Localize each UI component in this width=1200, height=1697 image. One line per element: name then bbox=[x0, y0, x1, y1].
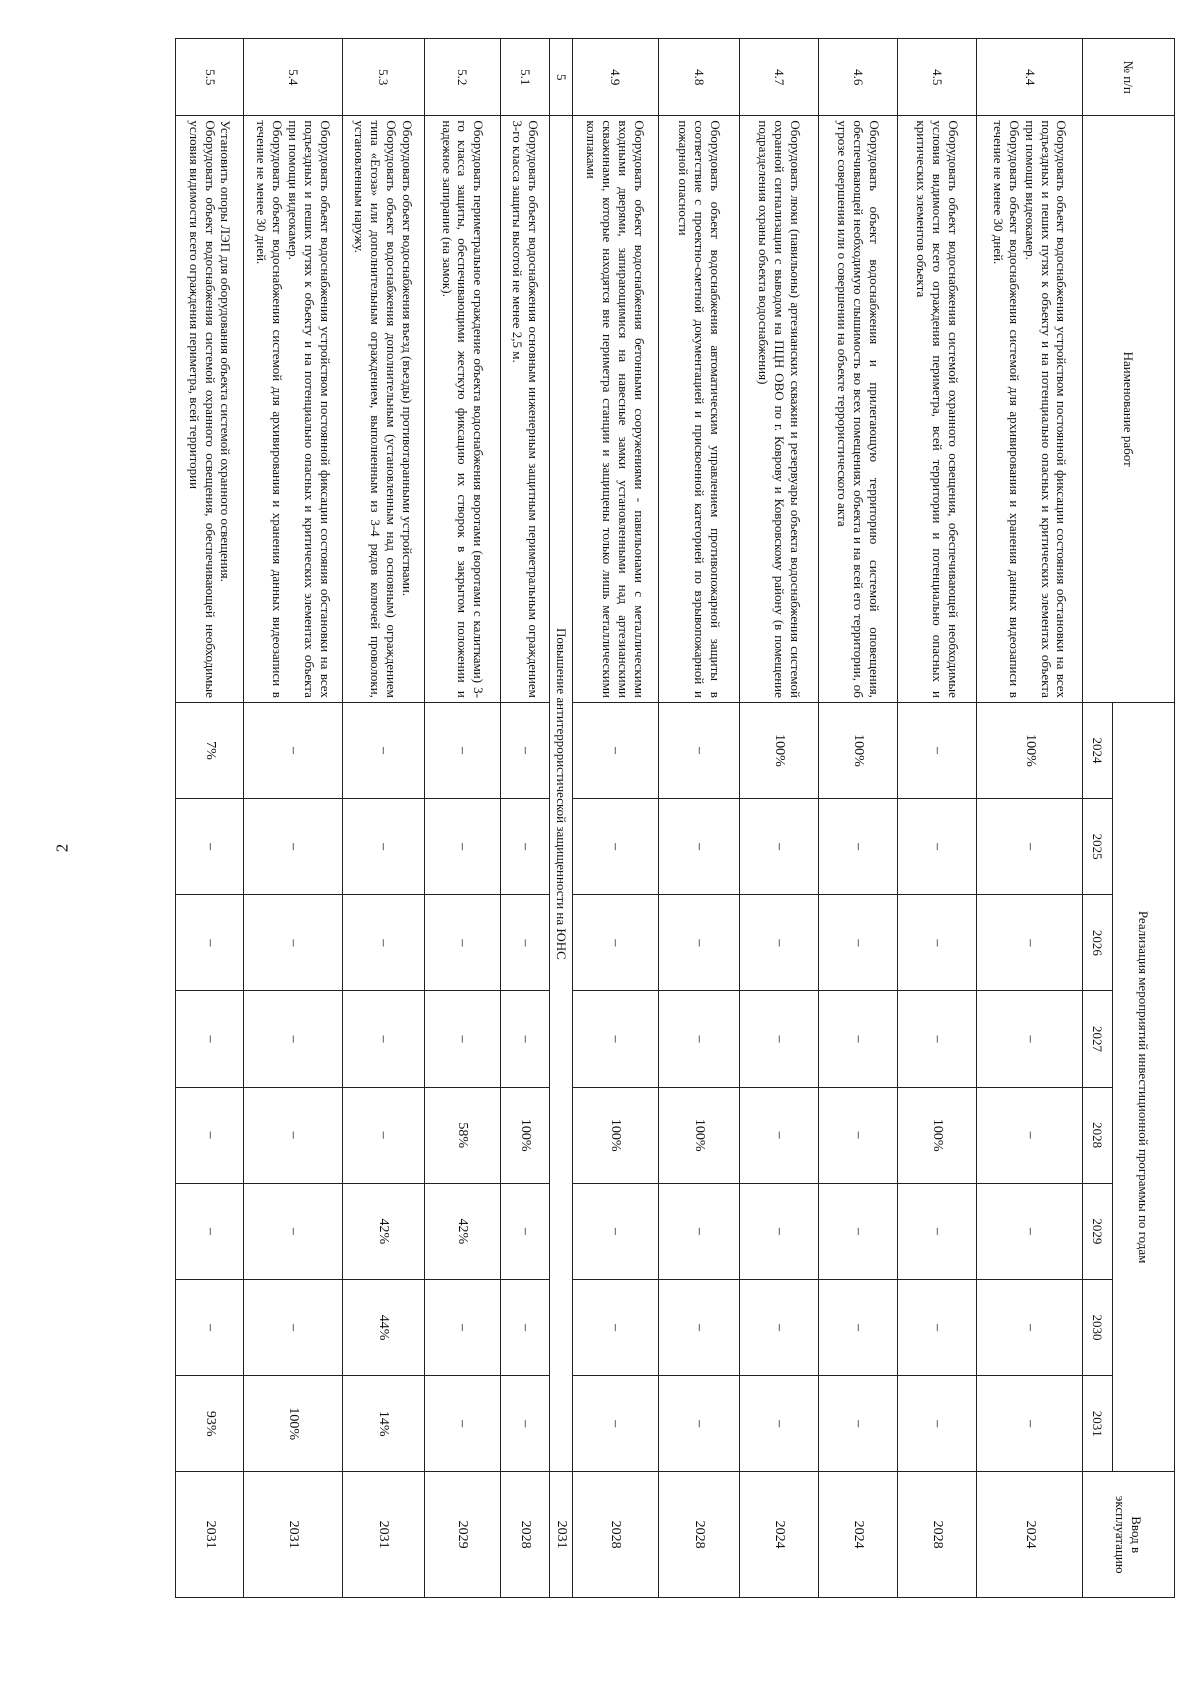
commissioning-year: 2031 bbox=[176, 1472, 244, 1598]
row-number: 4.9 bbox=[572, 39, 658, 116]
works-table bbox=[175, 38, 1175, 1598]
header-year: 2027 bbox=[1083, 991, 1113, 1087]
page-number: 2 bbox=[52, 843, 72, 853]
year-value: – bbox=[343, 799, 424, 895]
year-value: – bbox=[244, 1087, 343, 1183]
year-value: 42% bbox=[343, 1183, 424, 1279]
year-value: 100% bbox=[898, 1087, 977, 1183]
year-value: – bbox=[898, 1376, 977, 1472]
year-value: – bbox=[740, 991, 819, 1087]
year-value: 100% bbox=[572, 1087, 658, 1183]
commissioning-year: 2028 bbox=[898, 1472, 977, 1598]
year-value: – bbox=[501, 1279, 549, 1375]
year-value: – bbox=[424, 799, 501, 895]
year-value: 44% bbox=[343, 1279, 424, 1375]
year-value: – bbox=[898, 991, 977, 1087]
year-value: – bbox=[424, 991, 501, 1087]
year-value: – bbox=[244, 1279, 343, 1375]
year-value: – bbox=[244, 991, 343, 1087]
work-text: Оборудовать объект водоснабжения системой охранного освещения, обеспечивающей необходимые условия видимости всего ограждения периметра, всей территории bbox=[186, 120, 218, 698]
year-value: – bbox=[740, 799, 819, 895]
work-text: Оборудовать объект водоснабжения устройством постоянной фиксации состояния обстановки на всех подъездных и пеших путях к объекту и на потенциально опасных и критических элементах объекта при помощи видеокамер. bbox=[286, 120, 333, 698]
year-value: – bbox=[977, 1279, 1083, 1375]
year-value: – bbox=[819, 1376, 898, 1472]
header-year: 2031 bbox=[1083, 1376, 1113, 1472]
year-value: – bbox=[343, 895, 424, 991]
year-value: 14% bbox=[343, 1376, 424, 1472]
investment-program-sheet bbox=[175, 38, 1175, 1598]
year-value: – bbox=[244, 1183, 343, 1279]
year-value: – bbox=[740, 1376, 819, 1472]
year-value: – bbox=[572, 1183, 658, 1279]
header-commissioning: Ввод в эксплуатацию bbox=[1083, 1472, 1175, 1598]
year-value: – bbox=[244, 799, 343, 895]
table-row bbox=[819, 39, 898, 1598]
year-value: – bbox=[658, 1183, 739, 1279]
year-value: – bbox=[740, 1183, 819, 1279]
year-value: 100% bbox=[977, 702, 1083, 798]
year-value: – bbox=[572, 1376, 658, 1472]
header-year: 2026 bbox=[1083, 895, 1113, 991]
year-value: – bbox=[740, 895, 819, 991]
row-number: 5.3 bbox=[343, 39, 424, 116]
commissioning-year: 2031 bbox=[244, 1472, 343, 1598]
work-description bbox=[658, 116, 739, 703]
year-value: – bbox=[572, 1279, 658, 1375]
row-number: 5.5 bbox=[176, 39, 244, 116]
row-number: 4.4 bbox=[977, 39, 1083, 116]
year-value: – bbox=[244, 895, 343, 991]
header-year: 2024 bbox=[1083, 702, 1113, 798]
header-year: 2030 bbox=[1083, 1279, 1113, 1375]
work-description bbox=[977, 116, 1083, 703]
year-value: – bbox=[819, 1087, 898, 1183]
year-value: – bbox=[176, 1087, 244, 1183]
year-value: – bbox=[424, 895, 501, 991]
work-text: Оборудовать объект водоснабжения автоматическим управлением противопожарной защиты в соответствие с проектно-сметной документацией и присвоенной категорией по взрывопожарной и пожарной опасности bbox=[675, 120, 723, 698]
year-value: – bbox=[658, 991, 739, 1087]
work-description bbox=[424, 116, 501, 703]
table-row bbox=[977, 39, 1083, 1598]
section-number: 5 bbox=[549, 39, 572, 116]
year-value: – bbox=[424, 1279, 501, 1375]
row-number: 5.2 bbox=[424, 39, 501, 116]
work-text: Оборудовать объект водоснабжения основным инженерным защитным периметральным ограждением 3-го класса защиты высотой не менее 2,5 м. bbox=[510, 120, 542, 698]
commissioning-year: 2024 bbox=[819, 1472, 898, 1598]
work-text: Оборудовать периметральное ограждение объекта водоснабжения воротами (воротами с калитками) 3-го класса защиты, обеспечивающими жесткую фиксацию их створок в закрытом положении и надежное запирание (на замок). bbox=[439, 120, 487, 698]
commissioning-year: 2031 bbox=[549, 1472, 572, 1598]
year-value: – bbox=[424, 1376, 501, 1472]
year-value: – bbox=[977, 1376, 1083, 1472]
year-value: – bbox=[343, 702, 424, 798]
year-value: – bbox=[176, 895, 244, 991]
year-value: 100% bbox=[740, 702, 819, 798]
year-value: – bbox=[977, 991, 1083, 1087]
year-value: – bbox=[819, 895, 898, 991]
year-value: – bbox=[176, 991, 244, 1087]
table-row bbox=[572, 39, 658, 1598]
year-value: – bbox=[176, 1183, 244, 1279]
year-value: – bbox=[658, 895, 739, 991]
year-value: – bbox=[658, 1376, 739, 1472]
year-value: – bbox=[343, 1087, 424, 1183]
commissioning-year: 2028 bbox=[572, 1472, 658, 1598]
row-number: 4.5 bbox=[898, 39, 977, 116]
header-number: № п/п bbox=[1083, 39, 1175, 116]
commissioning-year: 2029 bbox=[424, 1472, 501, 1598]
table-row bbox=[176, 39, 244, 1598]
work-text: Оборудовать люки (павильоны) артезианских скважин и резервуары объекта водоснабжения системой охранной сигнализации с выводом на ПЦН ОВО по г. Коврову и Ковровскому району (в помещение подразделения охраны объекта водоснабжения) bbox=[756, 120, 803, 698]
work-description bbox=[501, 116, 549, 703]
year-value: 93% bbox=[176, 1376, 244, 1472]
header-implementation: Реализация мероприятий инвестиционной программы по годам bbox=[1113, 702, 1175, 1471]
work-description bbox=[740, 116, 819, 703]
year-value: 100% bbox=[244, 1376, 343, 1472]
year-value: – bbox=[977, 895, 1083, 991]
year-value: 100% bbox=[501, 1087, 549, 1183]
year-value: – bbox=[572, 895, 658, 991]
work-text: Оборудовать объект водоснабжения бетонными сооружениями - павильонами с металлическими входными дверями, запирающимися на навесные замки установленными над артезианскими скважинами, которые находятся вне периметра станции и защищены только лишь металлическими колпаками bbox=[584, 120, 647, 698]
year-value: – bbox=[819, 1279, 898, 1375]
work-description bbox=[898, 116, 977, 703]
header-year: 2028 bbox=[1083, 1087, 1113, 1183]
row-number: 5.1 bbox=[501, 39, 549, 116]
table-row bbox=[740, 39, 819, 1598]
work-text: Оборудовать объект водоснабжения и прилегающую территорию системой оповещения, обеспечивающей необходимую слышимость во всех помещениях объекта и на всей его территории, об угрозе совершения или о совершении на объекте террористического акта bbox=[835, 120, 883, 698]
section-title: Повышение антитеррористической защищенности на ЮНС bbox=[549, 116, 572, 1472]
year-value: – bbox=[501, 991, 549, 1087]
work-text: Оборудовать объект водоснабжения системой для архивирования и хранения данных видеозаписи в течение не менее 30 дней. bbox=[254, 120, 286, 698]
work-text: Оборудовать объект водоснабжения дополнительным (установленным над основным) ограждением типа «Егоза» или дополнительным ограждением, выполненным из 3-4 рядов колючей проволоки, установленным наружу. bbox=[352, 120, 400, 698]
work-description bbox=[244, 116, 343, 703]
year-value: – bbox=[740, 1087, 819, 1183]
year-value: – bbox=[244, 702, 343, 798]
year-value: – bbox=[343, 991, 424, 1087]
year-value: – bbox=[898, 895, 977, 991]
table-row bbox=[898, 39, 977, 1598]
year-value: – bbox=[898, 702, 977, 798]
year-value: – bbox=[572, 799, 658, 895]
row-number: 4.7 bbox=[740, 39, 819, 116]
table-row bbox=[343, 39, 424, 1598]
year-value: – bbox=[658, 1279, 739, 1375]
year-value: – bbox=[424, 702, 501, 798]
year-value: – bbox=[898, 799, 977, 895]
commissioning-year: 2031 bbox=[343, 1472, 424, 1598]
section-row bbox=[549, 39, 572, 1598]
header-year: 2025 bbox=[1083, 799, 1113, 895]
table-row bbox=[501, 39, 549, 1598]
table-row bbox=[244, 39, 343, 1598]
year-value: – bbox=[977, 1183, 1083, 1279]
header-work-name: Наименование работ bbox=[1083, 116, 1175, 703]
year-value: – bbox=[898, 1279, 977, 1375]
work-description bbox=[343, 116, 424, 703]
row-number: 5.4 bbox=[244, 39, 343, 116]
year-value: 100% bbox=[658, 1087, 739, 1183]
year-value: – bbox=[501, 895, 549, 991]
year-value: – bbox=[176, 799, 244, 895]
work-text: Оборудовать объект водоснабжения системой для архивирования и хранения данных видеозаписи в течение не менее 30 дней. bbox=[990, 120, 1022, 698]
year-value: – bbox=[977, 1087, 1083, 1183]
table-row bbox=[658, 39, 739, 1598]
year-value: – bbox=[572, 991, 658, 1087]
year-value: – bbox=[501, 799, 549, 895]
year-value: – bbox=[501, 702, 549, 798]
work-description bbox=[819, 116, 898, 703]
year-value: – bbox=[176, 1279, 244, 1375]
year-value: – bbox=[658, 702, 739, 798]
year-value: – bbox=[819, 991, 898, 1087]
row-number: 4.8 bbox=[658, 39, 739, 116]
year-value: – bbox=[977, 799, 1083, 895]
work-text: Оборудовать объект водоснабжения устройством постоянной фиксации состояния обстановки на всех подъездных и пеших путях к объекту и на потенциально опасных и критических элементах объекта при помощи видеокамер. bbox=[1022, 120, 1070, 698]
year-value: – bbox=[819, 1183, 898, 1279]
year-value: 7% bbox=[176, 702, 244, 798]
year-value: 42% bbox=[424, 1183, 501, 1279]
work-description bbox=[572, 116, 658, 703]
work-text: Оборудовать объект водоснабжения системой охранного освещения, обеспечивающей необходимые условия видимости всего ограждения периметра, всей территории и потенциально опасных и критических элементов объекта bbox=[914, 120, 962, 698]
commissioning-year: 2024 bbox=[740, 1472, 819, 1598]
commissioning-year: 2028 bbox=[501, 1472, 549, 1598]
work-text: Установить опоры ЛЭП для оборудования объекта системой охранного освещения. bbox=[218, 120, 234, 582]
year-value: 100% bbox=[819, 702, 898, 798]
row-number: 4.6 bbox=[819, 39, 898, 116]
year-value: – bbox=[819, 799, 898, 895]
year-value: – bbox=[572, 702, 658, 798]
year-value: – bbox=[658, 799, 739, 895]
year-value: – bbox=[501, 1376, 549, 1472]
header-year: 2029 bbox=[1083, 1183, 1113, 1279]
commissioning-year: 2024 bbox=[977, 1472, 1083, 1598]
commissioning-year: 2028 bbox=[658, 1472, 739, 1598]
year-value: 58% bbox=[424, 1087, 501, 1183]
year-value: – bbox=[501, 1183, 549, 1279]
work-text: Оборудовать объект водоснабжения въезд (въезды) противотаранными устройствами. bbox=[400, 120, 416, 597]
year-value: – bbox=[898, 1183, 977, 1279]
work-description bbox=[176, 116, 244, 703]
year-value: – bbox=[740, 1279, 819, 1375]
table-row bbox=[424, 39, 501, 1598]
